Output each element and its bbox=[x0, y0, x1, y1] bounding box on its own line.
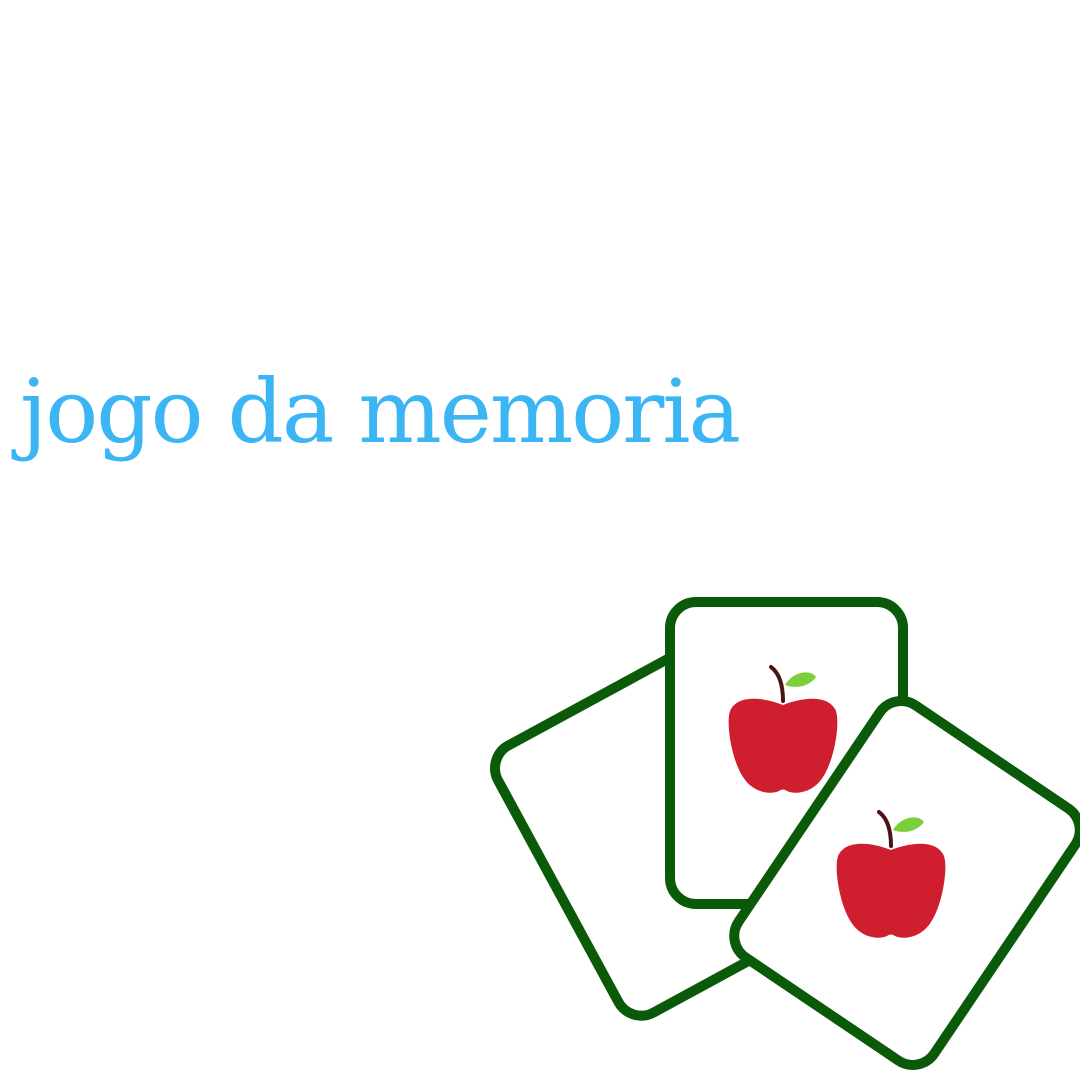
game-title: jogo da memoria bbox=[20, 360, 739, 463]
